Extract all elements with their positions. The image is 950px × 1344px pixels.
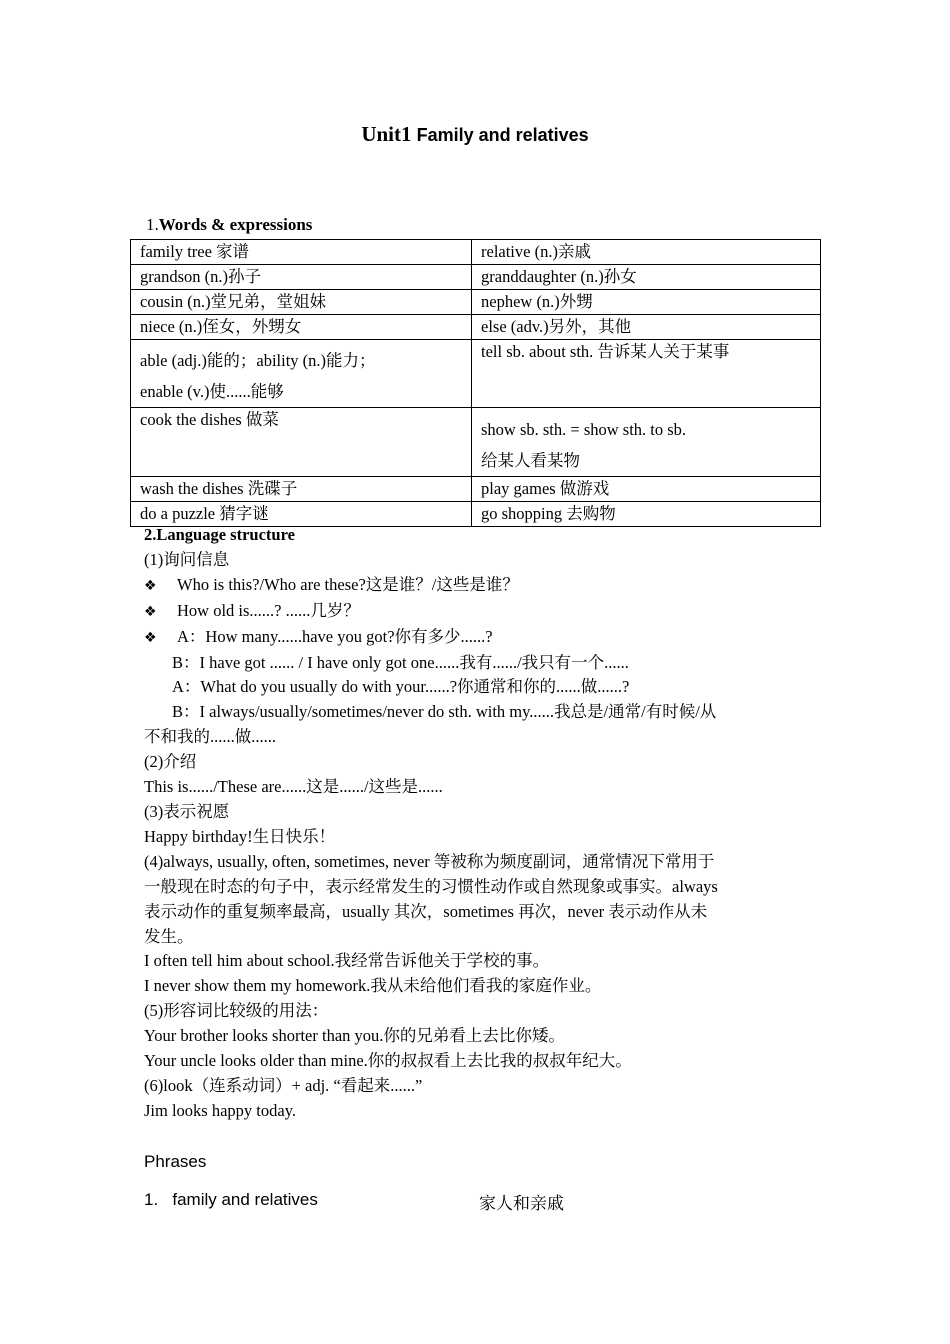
diamond-cross-bullet-icon: ❖	[144, 629, 157, 646]
cell-line: 给某人看某物	[481, 451, 580, 470]
title-unit: Unit1	[361, 122, 412, 146]
section1-heading	[146, 215, 312, 235]
table-cell: granddaughter (n.)孙女	[472, 265, 821, 290]
paragraph-line: 一般现在时态的句子中，表示经常发生的习惯性动作或自然现象或事实。always	[144, 876, 718, 896]
table-cell: nephew (n.)外甥	[472, 290, 821, 315]
paragraph-line: (4)always, usually, often, sometimes, never 等被称为频度副词，通常情况下常用于	[144, 851, 715, 871]
table-row	[131, 408, 821, 477]
section1-number: 1.	[146, 215, 159, 234]
dialogue-line: B：I have got ...... / I have only got one......我有....../我只有一个......	[172, 652, 629, 672]
page-title	[0, 122, 950, 147]
example-sentence: Jim looks happy today.	[144, 1100, 297, 1120]
example-sentence: This is....../These are......这是....../这些是......	[144, 777, 443, 797]
table-row	[131, 290, 821, 315]
paragraph-line: 表示动作的重复频率最高，usually 其次，sometimes 再次，never 表示动作从未	[144, 901, 708, 921]
table-cell: play games 做游戏	[472, 477, 821, 502]
bullet-item	[144, 599, 814, 625]
table-cell: wash the dishes 洗碟子	[131, 477, 472, 502]
subsection-title: (2)介绍	[144, 752, 197, 772]
table-cell: go shopping 去购物	[472, 502, 821, 527]
table-cell: do a puzzle 猜字谜	[131, 502, 472, 527]
dialogue-line-cont: 不和我的......做......	[144, 727, 276, 747]
example-sentence: Your uncle looks older than mine.你的叔叔看上去比我的叔叔年纪大。	[144, 1051, 632, 1071]
phrase-number: 1.	[144, 1190, 159, 1209]
example-sentence: I never show them my homework.我从未给他们看我的家庭作业。	[144, 976, 602, 996]
paragraph-line: 发生。	[144, 926, 194, 946]
table-cell	[472, 408, 821, 477]
table-cell: cook the dishes 做菜	[131, 408, 472, 477]
subsection-title: (3)表示祝愿	[144, 801, 230, 821]
table-cell: tell sb. about sth. 告诉某人关于某事	[472, 340, 821, 408]
bullet-text: Who is this?/Who are these?这是谁？/这些是谁？	[177, 574, 519, 594]
title-subtitle: Family and relatives	[416, 125, 589, 145]
subsection-title: (1)询问信息	[144, 549, 230, 569]
cell-line: show sb. sth. = show sth. to sb.	[481, 420, 687, 439]
table-cell: relative (n.)亲戚	[472, 240, 821, 265]
phrase-chinese: 家人和亲戚	[479, 1194, 564, 1214]
words-table	[130, 239, 821, 527]
example-sentence: Your brother looks shorter than you.你的兄弟看上去比你矮。	[144, 1026, 565, 1046]
bullet-item	[144, 625, 814, 651]
subsection-title: (5)形容词比较级的用法：	[144, 1001, 329, 1021]
table-row	[131, 265, 821, 290]
table-cell	[131, 340, 472, 408]
bullet-text: A：How many......have you got?你有多少......?	[177, 626, 493, 646]
language-structure-section	[144, 523, 814, 1124]
table-cell: family tree 家谱	[131, 240, 472, 265]
diamond-cross-bullet-icon: ❖	[144, 577, 157, 594]
bullet-text: How old is......? ......几岁？	[177, 600, 360, 620]
diamond-cross-bullet-icon: ❖	[144, 603, 157, 620]
example-sentence: I often tell him about school.我经常告诉他关于学校的事。	[144, 951, 550, 971]
phrase-item	[144, 1190, 318, 1210]
table-cell: else (adv.)另外，其他	[472, 315, 821, 340]
table-row	[131, 340, 821, 408]
bullet-item	[144, 573, 814, 599]
phrases-heading: Phrases	[144, 1152, 207, 1171]
dialogue-line: B：I always/usually/sometimes/never do sth. with my......我总是/通常/有时候/从	[172, 702, 717, 722]
section2-heading: 2.Language structure	[144, 525, 295, 544]
table-row	[131, 240, 821, 265]
table-cell: grandson (n.)孙子	[131, 265, 472, 290]
cell-line: able (adj.)能的；ability (n.)能力；	[140, 351, 376, 370]
table-cell: niece (n.)侄女，外甥女	[131, 315, 472, 340]
table-row	[131, 477, 821, 502]
cell-line: enable (v.)使......能够	[140, 382, 284, 401]
table-row	[131, 315, 821, 340]
phrase-english: family and relatives	[172, 1190, 318, 1209]
example-sentence: Happy birthday!生日快乐！	[144, 826, 336, 846]
table-cell: cousin (n.)堂兄弟，堂姐妹	[131, 290, 472, 315]
subsection-title: (6)look（连系动词）+ adj. “看起来......”	[144, 1075, 423, 1095]
section1-label: Words & expressions	[158, 215, 313, 234]
dialogue-line: A：What do you usually do with your......?你通常和你的......做......?	[172, 677, 630, 697]
